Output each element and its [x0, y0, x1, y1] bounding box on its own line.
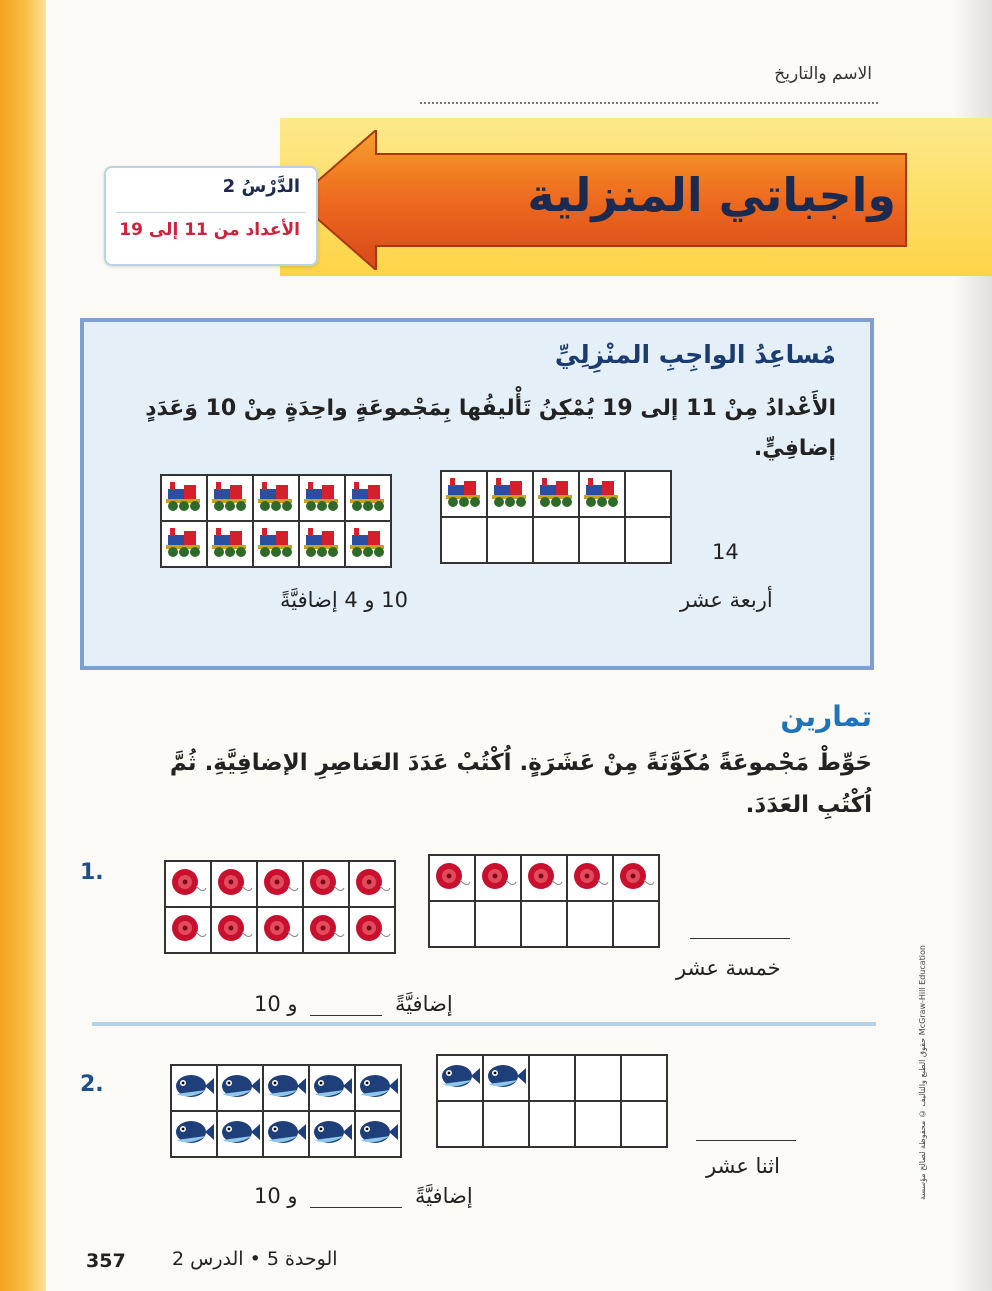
exercise-1-ten-frame-full: [164, 860, 396, 954]
yoyo-icon: [260, 910, 300, 950]
ten-frame-partial-cell: [487, 517, 533, 563]
ten-frame-full-cell: [253, 475, 299, 521]
toy-train-icon: [536, 475, 576, 513]
ten-frame-partial-cell: [533, 517, 579, 563]
yoyo-icon: [260, 864, 300, 904]
helper-title: مُساعِدُ الواجِبِ المنْزِلِيِّ: [554, 340, 836, 369]
yoyo-icon: [214, 910, 254, 950]
exercise-instruction-line1: حَوِّطْ مَجْموعَةً مُكَوَّنَةً مِنْ عَشَرَةٍ. اُكْتُبْ عَدَدَ العَناصِرِ الإضافِيَّةِ. ثُمَّ: [169, 750, 872, 776]
toy-train-icon: [164, 525, 204, 563]
exercise-1-extra-answer[interactable]: [310, 995, 382, 1016]
exercise-2-number-words: اثنا عشر: [706, 1154, 780, 1178]
toy-train-icon: [210, 479, 250, 517]
ten-frame-full-cell: [161, 475, 207, 521]
toy-train-icon: [210, 525, 250, 563]
exercise-1-number-words: خمسة عشر: [676, 956, 781, 980]
ten-frame-partial-cell: [441, 517, 487, 563]
exercise-2-ten-frame-partial-cell: [529, 1101, 575, 1147]
yoyo-icon: [306, 864, 346, 904]
ten-frame-full-cell: [207, 475, 253, 521]
ten-frame-partial-cell: [487, 471, 533, 517]
exercise-2-ten-frame-partial-cell: [575, 1055, 621, 1101]
exercise-2-extra-label: إضافيَّةً: [414, 1184, 473, 1208]
exercise-1-ten-frame-partial-cell: [521, 855, 567, 901]
exercise-2-ten-frame-full-cell: [309, 1065, 355, 1111]
exercise-1-and: و: [287, 992, 298, 1016]
exercise-2-ten-frame-partial-cell: [621, 1101, 667, 1147]
exercise-2-ten: 10: [254, 1184, 281, 1208]
toy-train-icon: [256, 479, 296, 517]
fish-icon: [439, 1060, 481, 1096]
exercise-1-ten-frame-partial: [428, 854, 660, 948]
ten-frame-partial-cell: [533, 471, 579, 517]
exercise-2-ten-frame-full-cell: [217, 1065, 263, 1111]
ten-frame-full-cell: [345, 475, 391, 521]
homework-helper-box: [80, 318, 874, 670]
ten-frame-partial-cell: [579, 471, 625, 517]
exercise-2-ten-frame-partial-cell: [483, 1055, 529, 1101]
exercise-1-number-answer[interactable]: [690, 912, 790, 939]
fish-icon: [265, 1070, 307, 1106]
name-date-label: الاسم والتاريخ: [774, 64, 872, 84]
toy-train-icon: [302, 525, 342, 563]
exercise-2-ten-frame-partial: [436, 1054, 668, 1148]
fish-icon: [173, 1116, 215, 1152]
toy-train-icon: [348, 525, 388, 563]
exercise-1-ten-frame-partial-cell: [521, 901, 567, 947]
toy-train-icon: [302, 479, 342, 517]
exercise-1-number: 1.: [80, 860, 104, 885]
exercise-2-ten-frame-partial-cell: [437, 1055, 483, 1101]
exercise-2-ten-frame-full-cell: [355, 1111, 401, 1157]
exercise-1-ten-frame-full-cell: [211, 907, 257, 953]
exercise-1-extra-label: إضافيَّةً: [394, 992, 453, 1016]
ten-frame-partial-cell: [579, 517, 625, 563]
exercise-2-ten-frame-partial-cell: [621, 1055, 667, 1101]
exercise-divider: [92, 1022, 876, 1026]
exercise-2-ten-frame-full: [170, 1064, 402, 1158]
helper-number: 14: [712, 540, 739, 564]
fish-icon: [219, 1116, 261, 1152]
ten-frame-partial: [440, 470, 672, 564]
yoyo-icon: [214, 864, 254, 904]
fish-icon: [485, 1060, 527, 1096]
yoyo-icon: [168, 910, 208, 950]
toy-train-icon: [164, 479, 204, 517]
yoyo-icon: [616, 858, 656, 898]
ten-frame-full-cell: [207, 521, 253, 567]
exercise-1-ten-frame-full-cell: [165, 907, 211, 953]
yoyo-icon: [432, 858, 472, 898]
fish-icon: [219, 1070, 261, 1106]
toy-train-icon: [490, 475, 530, 513]
ten-frame-full-cell: [345, 521, 391, 567]
exercise-1-decomposition: [254, 992, 453, 1016]
ten-frame-full-cell: [161, 521, 207, 567]
lesson-info-box: [104, 166, 318, 266]
exercise-2-ten-frame-partial-cell: [529, 1055, 575, 1101]
yoyo-icon: [570, 858, 610, 898]
exercise-2-extra-answer[interactable]: [310, 1187, 402, 1208]
helper-text-line1: الأَعْدادُ مِنْ 11 إلى 19 يُمْكِنُ تَأْليفُها بِمَجْموعَةٍ واحِدَةٍ مِنْ 10 وَعَدَدٍ: [145, 396, 836, 421]
exercise-1-ten-frame-partial-cell: [613, 855, 659, 901]
yoyo-icon: [306, 910, 346, 950]
fish-icon: [357, 1116, 399, 1152]
ten-frame-full-cell: [253, 521, 299, 567]
helper-text-line2: إضافِيٍّ.: [753, 436, 836, 461]
yoyo-icon: [168, 864, 208, 904]
exercise-2-ten-frame-full-cell: [309, 1111, 355, 1157]
exercise-1-ten-frame-full-cell: [211, 861, 257, 907]
ten-frame-full-cell: [299, 475, 345, 521]
exercise-2-ten-frame-full-cell: [217, 1111, 263, 1157]
yoyo-icon: [524, 858, 564, 898]
decorative-left-strip: [0, 0, 46, 1291]
exercise-1-ten-frame-full-cell: [303, 907, 349, 953]
exercise-2-ten-frame-full-cell: [263, 1065, 309, 1111]
exercise-1-ten-frame-partial-cell: [475, 901, 521, 947]
fish-icon: [311, 1116, 353, 1152]
exercise-2-ten-frame-partial-cell: [437, 1101, 483, 1147]
exercise-1-ten-frame-partial-cell: [429, 901, 475, 947]
exercise-1-ten-frame-partial-cell: [567, 855, 613, 901]
name-date-line: [420, 102, 878, 104]
page-title: واجباتي المنزلية: [527, 168, 896, 222]
ten-frame-partial-cell: [625, 517, 671, 563]
exercise-2-ten-frame-full-cell: [171, 1065, 217, 1111]
exercise-1-ten: 10: [254, 992, 281, 1016]
exercise-2-and: و: [287, 1184, 298, 1208]
fish-icon: [311, 1070, 353, 1106]
toy-train-icon: [444, 475, 484, 513]
exercise-2-ten-frame-partial-cell: [483, 1101, 529, 1147]
exercise-2-ten-frame-full-cell: [263, 1111, 309, 1157]
lesson-name: الأعداد من 11 إلى 19: [119, 220, 300, 240]
ten-frame-partial-cell: [441, 471, 487, 517]
footer-unit-lesson: الوحدة 5 • الدرس 2: [172, 1248, 338, 1270]
exercise-1-ten-frame-full-cell: [257, 907, 303, 953]
exercise-2-ten-frame-partial-cell: [575, 1101, 621, 1147]
fish-icon: [265, 1116, 307, 1152]
ten-frame-full-cell: [299, 521, 345, 567]
exercise-1-ten-frame-full-cell: [303, 861, 349, 907]
ten-frame-partial-cell: [625, 471, 671, 517]
exercise-1-ten-frame-full-cell: [165, 861, 211, 907]
helper-decomposition: 10 و 4 إضافيَّةً: [280, 588, 408, 612]
copyright-credit: حقوق الطبع والتأليف © محفوظة لصالح مؤسسة McGraw-Hill Education: [918, 945, 927, 1200]
fish-icon: [173, 1070, 215, 1106]
lesson-divider: [116, 212, 306, 213]
exercise-1-ten-frame-partial-cell: [567, 901, 613, 947]
toy-train-icon: [348, 479, 388, 517]
exercises-title: تمارين: [780, 700, 872, 733]
exercise-2-ten-frame-full-cell: [171, 1111, 217, 1157]
exercise-1-ten-frame-partial-cell: [429, 855, 475, 901]
exercise-1-ten-frame-full-cell: [257, 861, 303, 907]
exercise-instruction-line2: اُكْتُبِ العَدَدَ.: [745, 792, 872, 818]
exercise-1-ten-frame-partial-cell: [613, 901, 659, 947]
lesson-number: الدَّرْسُ 2: [222, 176, 300, 197]
yoyo-icon: [478, 858, 518, 898]
toy-train-icon: [582, 475, 622, 513]
exercise-1-ten-frame-full-cell: [349, 907, 395, 953]
exercise-1-ten-frame-full-cell: [349, 861, 395, 907]
page-number: 357: [86, 1250, 126, 1272]
toy-train-icon: [256, 525, 296, 563]
yoyo-icon: [352, 910, 392, 950]
exercise-2-number: 2.: [80, 1072, 104, 1097]
exercise-2-number-answer[interactable]: [696, 1114, 796, 1141]
ten-frame-full: [160, 474, 392, 568]
yoyo-icon: [352, 864, 392, 904]
exercise-2-ten-frame-full-cell: [355, 1065, 401, 1111]
fish-icon: [357, 1070, 399, 1106]
exercise-2-decomposition: [254, 1184, 473, 1208]
helper-number-words: أربعة عشر: [680, 588, 773, 612]
exercise-1-ten-frame-partial-cell: [475, 855, 521, 901]
